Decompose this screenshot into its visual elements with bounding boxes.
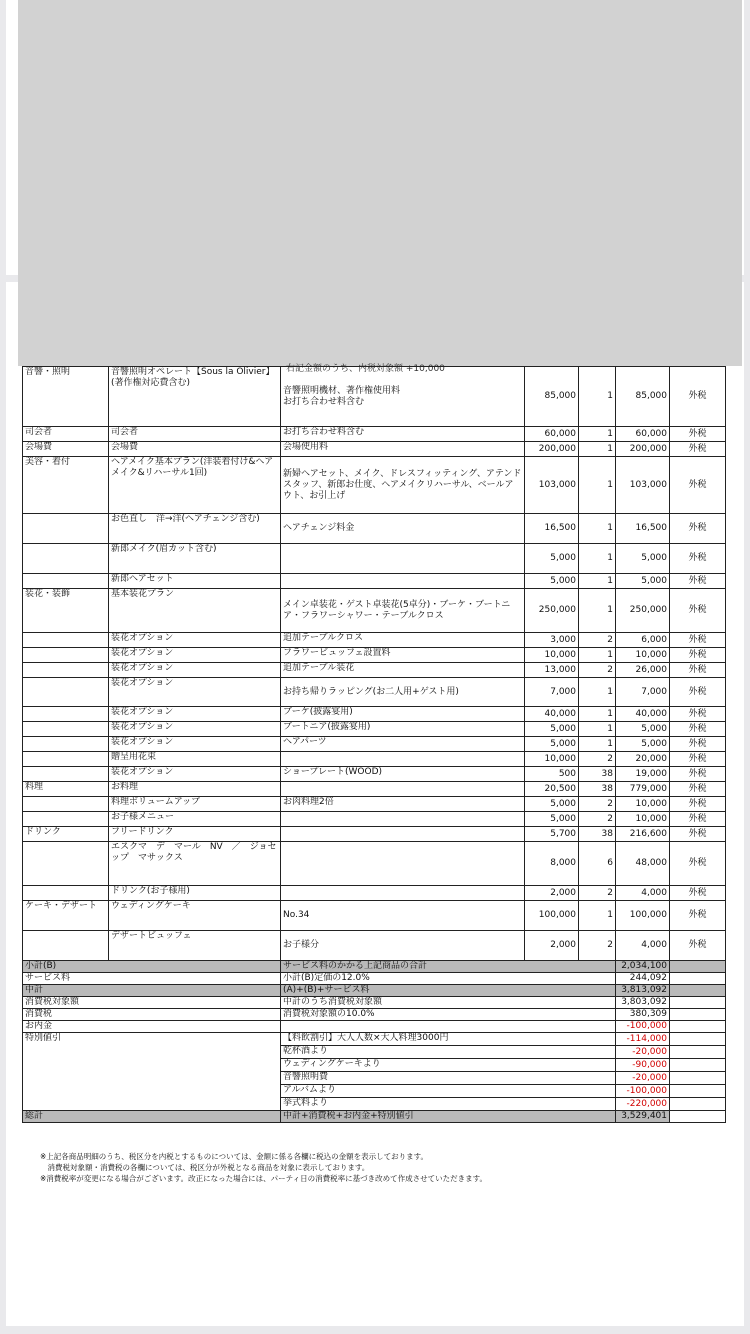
tax-type-cell: 外税 (670, 827, 726, 842)
unit-price-cell: 10,000 (525, 648, 579, 663)
table-row (23, 812, 726, 827)
item-detail-cell: 追加テーブル装花 (281, 663, 525, 678)
category-cell (23, 931, 109, 961)
item-name-cell: 音響照明オペレート【Sous la Olivier】(著作権対応費含む) (109, 367, 281, 427)
summary-blank (670, 997, 726, 1009)
quantity-cell: 2 (579, 752, 616, 767)
item-name-cell: 装花オプション (109, 722, 281, 737)
cut-off-text: 右記金額のうち、内税対象額 +10,000 (286, 364, 445, 374)
category-cell (23, 544, 109, 574)
summary-label: 中計 (23, 985, 281, 997)
unit-price-cell: 3,000 (525, 633, 579, 648)
summary-row (23, 961, 726, 973)
item-detail-cell: 追加テーブルクロス (281, 633, 525, 648)
unit-price-cell: 60,000 (525, 427, 579, 442)
total-blank (670, 1111, 726, 1123)
tax-type-cell: 外税 (670, 931, 726, 961)
quantity-cell: 1 (579, 574, 616, 589)
discount-blank (670, 1098, 726, 1111)
tax-type-cell: 外税 (670, 633, 726, 648)
category-cell (23, 663, 109, 678)
category-cell (23, 812, 109, 827)
summary-value: 3,813,092 (616, 985, 670, 997)
unit-price-cell: 5,700 (525, 827, 579, 842)
item-detail-cell (281, 752, 525, 767)
item-detail-cell: お肉料理2倍 (281, 797, 525, 812)
table-row (23, 574, 726, 589)
discount-desc: 挙式料より (281, 1098, 616, 1111)
quantity-cell: 2 (579, 797, 616, 812)
unit-price-cell: 16,500 (525, 514, 579, 544)
summary-value: 2,034,100 (616, 961, 670, 973)
item-detail-cell (281, 812, 525, 827)
item-detail-cell: 会場使用料 (281, 442, 525, 457)
item-detail-cell: ブートニア(披露宴用) (281, 722, 525, 737)
item-name-cell: 新郎ヘアセット (109, 574, 281, 589)
category-cell (23, 797, 109, 812)
unit-price-cell: 100,000 (525, 901, 579, 931)
table-row (23, 931, 726, 961)
unit-price-cell: 85,000 (525, 367, 579, 427)
discount-value: -90,000 (616, 1059, 670, 1072)
amount-cell: 5,000 (616, 737, 670, 752)
item-name-cell: ヘアメイク基本プラン(洋装着付け&ヘアメイク&リハーサル1回) (109, 457, 281, 514)
category-cell (23, 648, 109, 663)
quantity-cell: 2 (579, 663, 616, 678)
table-row (23, 457, 726, 514)
category-cell (23, 842, 109, 886)
quantity-cell: 38 (579, 767, 616, 782)
invoice-table (22, 366, 726, 1123)
category-cell: ケーキ・デザート (23, 901, 109, 931)
discount-value: -100,000 (616, 1085, 670, 1098)
table-row (23, 842, 726, 886)
footnote-line: 消費税対象額・消費税の各欄については、税区分が外税となる商品を対象に表示しております。 (40, 1163, 370, 1172)
discount-blank (670, 1046, 726, 1059)
item-detail-cell: フラワービュッフェ設置料 (281, 648, 525, 663)
tax-type-cell: 外税 (670, 367, 726, 427)
table-row (23, 544, 726, 574)
footnote-line: ※消費税率が変更になる場合がございます。改正になった場合には、パーティ日の消費税率に基づき改めて作成させていただきます。 (40, 1174, 487, 1183)
amount-cell: 200,000 (616, 442, 670, 457)
table-row (23, 722, 726, 737)
item-detail-cell (281, 827, 525, 842)
amount-cell: 10,000 (616, 648, 670, 663)
unit-price-cell: 5,000 (525, 737, 579, 752)
amount-cell: 5,000 (616, 544, 670, 574)
item-name-cell: デザートビュッフェ (109, 931, 281, 961)
unit-price-cell: 8,000 (525, 842, 579, 886)
unit-price-cell: 40,000 (525, 707, 579, 722)
amount-cell: 20,000 (616, 752, 670, 767)
discount-row (23, 1033, 726, 1046)
quantity-cell: 1 (579, 901, 616, 931)
summary-desc: サービス料のかかる上記商品の合計 (281, 961, 616, 973)
summary-desc: (A)+(B)+サービス料 (281, 985, 616, 997)
item-name-cell: フリードリンク (109, 827, 281, 842)
summary-row (23, 1009, 726, 1021)
item-name-cell: 基本装花プラン (109, 589, 281, 633)
amount-cell: 10,000 (616, 812, 670, 827)
item-name-cell: エスクマ デ マール NV ／ ジョセップ マサックス (109, 842, 281, 886)
summary-label: 消費税 (23, 1009, 281, 1021)
quantity-cell: 1 (579, 514, 616, 544)
category-cell (23, 678, 109, 707)
total-desc: 中計+消費税+お内金+特別値引 (281, 1111, 616, 1123)
quantity-cell: 38 (579, 827, 616, 842)
discount-label: 特別値引 (23, 1033, 281, 1111)
table-row (23, 782, 726, 797)
quantity-cell: 1 (579, 722, 616, 737)
unit-price-cell: 5,000 (525, 722, 579, 737)
quantity-cell: 2 (579, 812, 616, 827)
table-row (23, 752, 726, 767)
item-name-cell: 装花オプション (109, 678, 281, 707)
unit-price-cell: 5,000 (525, 574, 579, 589)
summary-blank (670, 985, 726, 997)
summary-blank (670, 1009, 726, 1021)
table-row (23, 648, 726, 663)
amount-cell: 100,000 (616, 901, 670, 931)
quantity-cell: 1 (579, 427, 616, 442)
quantity-cell: 1 (579, 442, 616, 457)
tax-type-cell: 外税 (670, 442, 726, 457)
unit-price-cell: 13,000 (525, 663, 579, 678)
amount-cell: 5,000 (616, 574, 670, 589)
table-row (23, 767, 726, 782)
item-name-cell: お色直し 洋→洋(ヘアチェンジ含む) (109, 514, 281, 544)
amount-cell: 40,000 (616, 707, 670, 722)
category-cell (23, 737, 109, 752)
quantity-cell: 2 (579, 886, 616, 901)
amount-cell: 60,000 (616, 427, 670, 442)
amount-cell: 85,000 (616, 367, 670, 427)
summary-row (23, 973, 726, 985)
table-row (23, 797, 726, 812)
item-name-cell: ドリンク(お子様用) (109, 886, 281, 901)
category-cell (23, 767, 109, 782)
category-cell: ドリンク (23, 827, 109, 842)
quantity-cell: 1 (579, 707, 616, 722)
amount-cell: 4,000 (616, 931, 670, 961)
summary-desc: 中計のうち消費税対象額 (281, 997, 616, 1009)
table-row (23, 427, 726, 442)
item-name-cell: 料理ボリュームアップ (109, 797, 281, 812)
total-value: 3,529,401 (616, 1111, 670, 1123)
category-cell (23, 752, 109, 767)
table-row (23, 901, 726, 931)
category-cell (23, 633, 109, 648)
item-name-cell: お子様メニュー (109, 812, 281, 827)
amount-cell: 216,600 (616, 827, 670, 842)
category-cell: 音響・照明 (23, 367, 109, 427)
table-row (23, 367, 726, 427)
item-name-cell: 装花オプション (109, 648, 281, 663)
tax-type-cell: 外税 (670, 842, 726, 886)
summary-blank (670, 961, 726, 973)
item-detail-cell: メイン卓装花・ゲスト卓装花(5卓分)・ブーケ・ブートニア・フラワーシャワー・テーブルクロス (281, 589, 525, 633)
discount-blank (670, 1059, 726, 1072)
summary-desc (281, 1021, 616, 1033)
unit-price-cell: 5,000 (525, 544, 579, 574)
tax-type-cell: 外税 (670, 886, 726, 901)
table-row (23, 678, 726, 707)
footnote-line: ※上記各商品明細のうち、税区分を内税とするものについては、金額に係る各欄に税込の金額を表示しております。 (40, 1152, 429, 1161)
category-cell (23, 707, 109, 722)
item-detail-cell (281, 886, 525, 901)
category-cell: 装花・装飾 (23, 589, 109, 633)
amount-cell: 16,500 (616, 514, 670, 544)
unit-price-cell: 5,000 (525, 812, 579, 827)
summary-row (23, 997, 726, 1009)
summary-value: 380,309 (616, 1009, 670, 1021)
amount-cell: 7,000 (616, 678, 670, 707)
unit-price-cell: 200,000 (525, 442, 579, 457)
table-row (23, 886, 726, 901)
quantity-cell: 6 (579, 842, 616, 886)
quantity-cell: 1 (579, 544, 616, 574)
category-cell: 司会者 (23, 427, 109, 442)
discount-desc: ウェディングケーキより (281, 1059, 616, 1072)
item-detail-cell: 音響照明機材、著作権使用料 お打ち合わせ料含む (281, 367, 525, 427)
unit-price-cell: 103,000 (525, 457, 579, 514)
unit-price-cell: 5,000 (525, 797, 579, 812)
summary-value: 244,092 (616, 973, 670, 985)
unit-price-cell: 500 (525, 767, 579, 782)
tax-type-cell: 外税 (670, 427, 726, 442)
unit-price-cell: 10,000 (525, 752, 579, 767)
quantity-cell: 1 (579, 589, 616, 633)
item-name-cell: 司会者 (109, 427, 281, 442)
tax-type-cell: 外税 (670, 648, 726, 663)
table-row (23, 514, 726, 544)
tax-type-cell: 外税 (670, 782, 726, 797)
tax-type-cell: 外税 (670, 901, 726, 931)
summary-label: サービス料 (23, 973, 281, 985)
quantity-cell: 2 (579, 633, 616, 648)
item-detail-cell (281, 782, 525, 797)
summary-label: お内金 (23, 1021, 281, 1033)
unit-price-cell: 2,000 (525, 886, 579, 901)
category-cell: 料理 (23, 782, 109, 797)
amount-cell: 5,000 (616, 722, 670, 737)
summary-value: 3,803,092 (616, 997, 670, 1009)
amount-cell: 48,000 (616, 842, 670, 886)
quantity-cell: 1 (579, 457, 616, 514)
amount-cell: 4,000 (616, 886, 670, 901)
item-name-cell: ウェディングケーキ (109, 901, 281, 931)
table-row (23, 442, 726, 457)
table-row (23, 737, 726, 752)
quantity-cell: 2 (579, 931, 616, 961)
discount-value: -114,000 (616, 1033, 670, 1046)
table-row (23, 633, 726, 648)
total-row (23, 1111, 726, 1123)
tax-type-cell: 外税 (670, 574, 726, 589)
item-detail-cell: 新婦ヘアセット、メイク、ドレスフィッティング、アテンドスタッフ、新郎お仕度、ヘアメイクリハーサル、ベールアウト、お引上げ (281, 457, 525, 514)
item-detail-cell: ブーケ(披露宴用) (281, 707, 525, 722)
discount-desc: アルバムより (281, 1085, 616, 1098)
item-detail-cell (281, 842, 525, 886)
amount-cell: 26,000 (616, 663, 670, 678)
quantity-cell: 1 (579, 678, 616, 707)
item-name-cell: 新郎メイク(眉カット含む) (109, 544, 281, 574)
item-name-cell: 装花オプション (109, 663, 281, 678)
discount-desc: 乾杯酒より (281, 1046, 616, 1059)
summary-row (23, 985, 726, 997)
summary-label: 消費税対象額 (23, 997, 281, 1009)
tax-type-cell: 外税 (670, 457, 726, 514)
category-cell (23, 574, 109, 589)
unit-price-cell: 7,000 (525, 678, 579, 707)
item-detail-cell: No.34 (281, 901, 525, 931)
tax-type-cell: 外税 (670, 722, 726, 737)
discount-blank (670, 1033, 726, 1046)
tax-type-cell: 外税 (670, 737, 726, 752)
tax-type-cell: 外税 (670, 514, 726, 544)
tax-type-cell: 外税 (670, 812, 726, 827)
category-cell (23, 886, 109, 901)
item-name-cell: 装花オプション (109, 767, 281, 782)
table-row (23, 827, 726, 842)
tax-type-cell: 外税 (670, 797, 726, 812)
item-name-cell: 装花オプション (109, 707, 281, 722)
item-name-cell: 装花オプション (109, 633, 281, 648)
tax-type-cell: 外税 (670, 707, 726, 722)
tax-type-cell: 外税 (670, 544, 726, 574)
amount-cell: 250,000 (616, 589, 670, 633)
unit-price-cell: 2,000 (525, 931, 579, 961)
table-row (23, 663, 726, 678)
quantity-cell: 38 (579, 782, 616, 797)
amount-cell: 6,000 (616, 633, 670, 648)
quantity-cell: 1 (579, 648, 616, 663)
discount-value: -20,000 (616, 1046, 670, 1059)
summary-value: -100,000 (616, 1021, 670, 1033)
item-name-cell: 装花オプション (109, 737, 281, 752)
item-detail-cell: ヘアパーツ (281, 737, 525, 752)
footnotes (40, 1151, 487, 1184)
table-row (23, 589, 726, 633)
tax-type-cell: 外税 (670, 589, 726, 633)
discount-desc: 音響照明費 (281, 1072, 616, 1085)
summary-desc: 小計(B)定価の12.0% (281, 973, 616, 985)
item-detail-cell: お打ち合わせ料含む (281, 427, 525, 442)
discount-value: -20,000 (616, 1072, 670, 1085)
summary-label: 小計(B) (23, 961, 281, 973)
amount-cell: 779,000 (616, 782, 670, 797)
quantity-cell: 1 (579, 367, 616, 427)
unit-price-cell: 20,500 (525, 782, 579, 797)
quantity-cell: 1 (579, 737, 616, 752)
amount-cell: 10,000 (616, 797, 670, 812)
item-detail-cell: ヘアチェンジ料金 (281, 514, 525, 544)
item-detail-cell: お持ち帰りラッピング(お二人用+ゲスト用) (281, 678, 525, 707)
tax-type-cell: 外税 (670, 767, 726, 782)
item-detail-cell (281, 544, 525, 574)
item-detail-cell: お子様分 (281, 931, 525, 961)
item-name-cell: 会場費 (109, 442, 281, 457)
summary-row (23, 1021, 726, 1033)
item-name-cell: お料理 (109, 782, 281, 797)
discount-blank (670, 1072, 726, 1085)
discount-desc: 【料飲割引】大人人数×大人料理3000円 (281, 1033, 616, 1046)
summary-desc: 消費税対象額の10.0% (281, 1009, 616, 1021)
category-cell (23, 514, 109, 544)
discount-value: -220,000 (616, 1098, 670, 1111)
total-label: 総計 (23, 1111, 281, 1123)
amount-cell: 19,000 (616, 767, 670, 782)
summary-blank (670, 973, 726, 985)
unit-price-cell: 250,000 (525, 589, 579, 633)
amount-cell: 103,000 (616, 457, 670, 514)
category-cell (23, 722, 109, 737)
table-row (23, 707, 726, 722)
tax-type-cell: 外税 (670, 678, 726, 707)
item-name-cell: 贈呈用花束 (109, 752, 281, 767)
item-detail-cell: ショープレート(WOOD) (281, 767, 525, 782)
category-cell: 美容・着付 (23, 457, 109, 514)
category-cell: 会場費 (23, 442, 109, 457)
summary-blank (670, 1021, 726, 1033)
discount-blank (670, 1085, 726, 1098)
tax-type-cell: 外税 (670, 663, 726, 678)
item-detail-cell (281, 574, 525, 589)
redaction-overlay (18, 0, 742, 366)
tax-type-cell: 外税 (670, 752, 726, 767)
